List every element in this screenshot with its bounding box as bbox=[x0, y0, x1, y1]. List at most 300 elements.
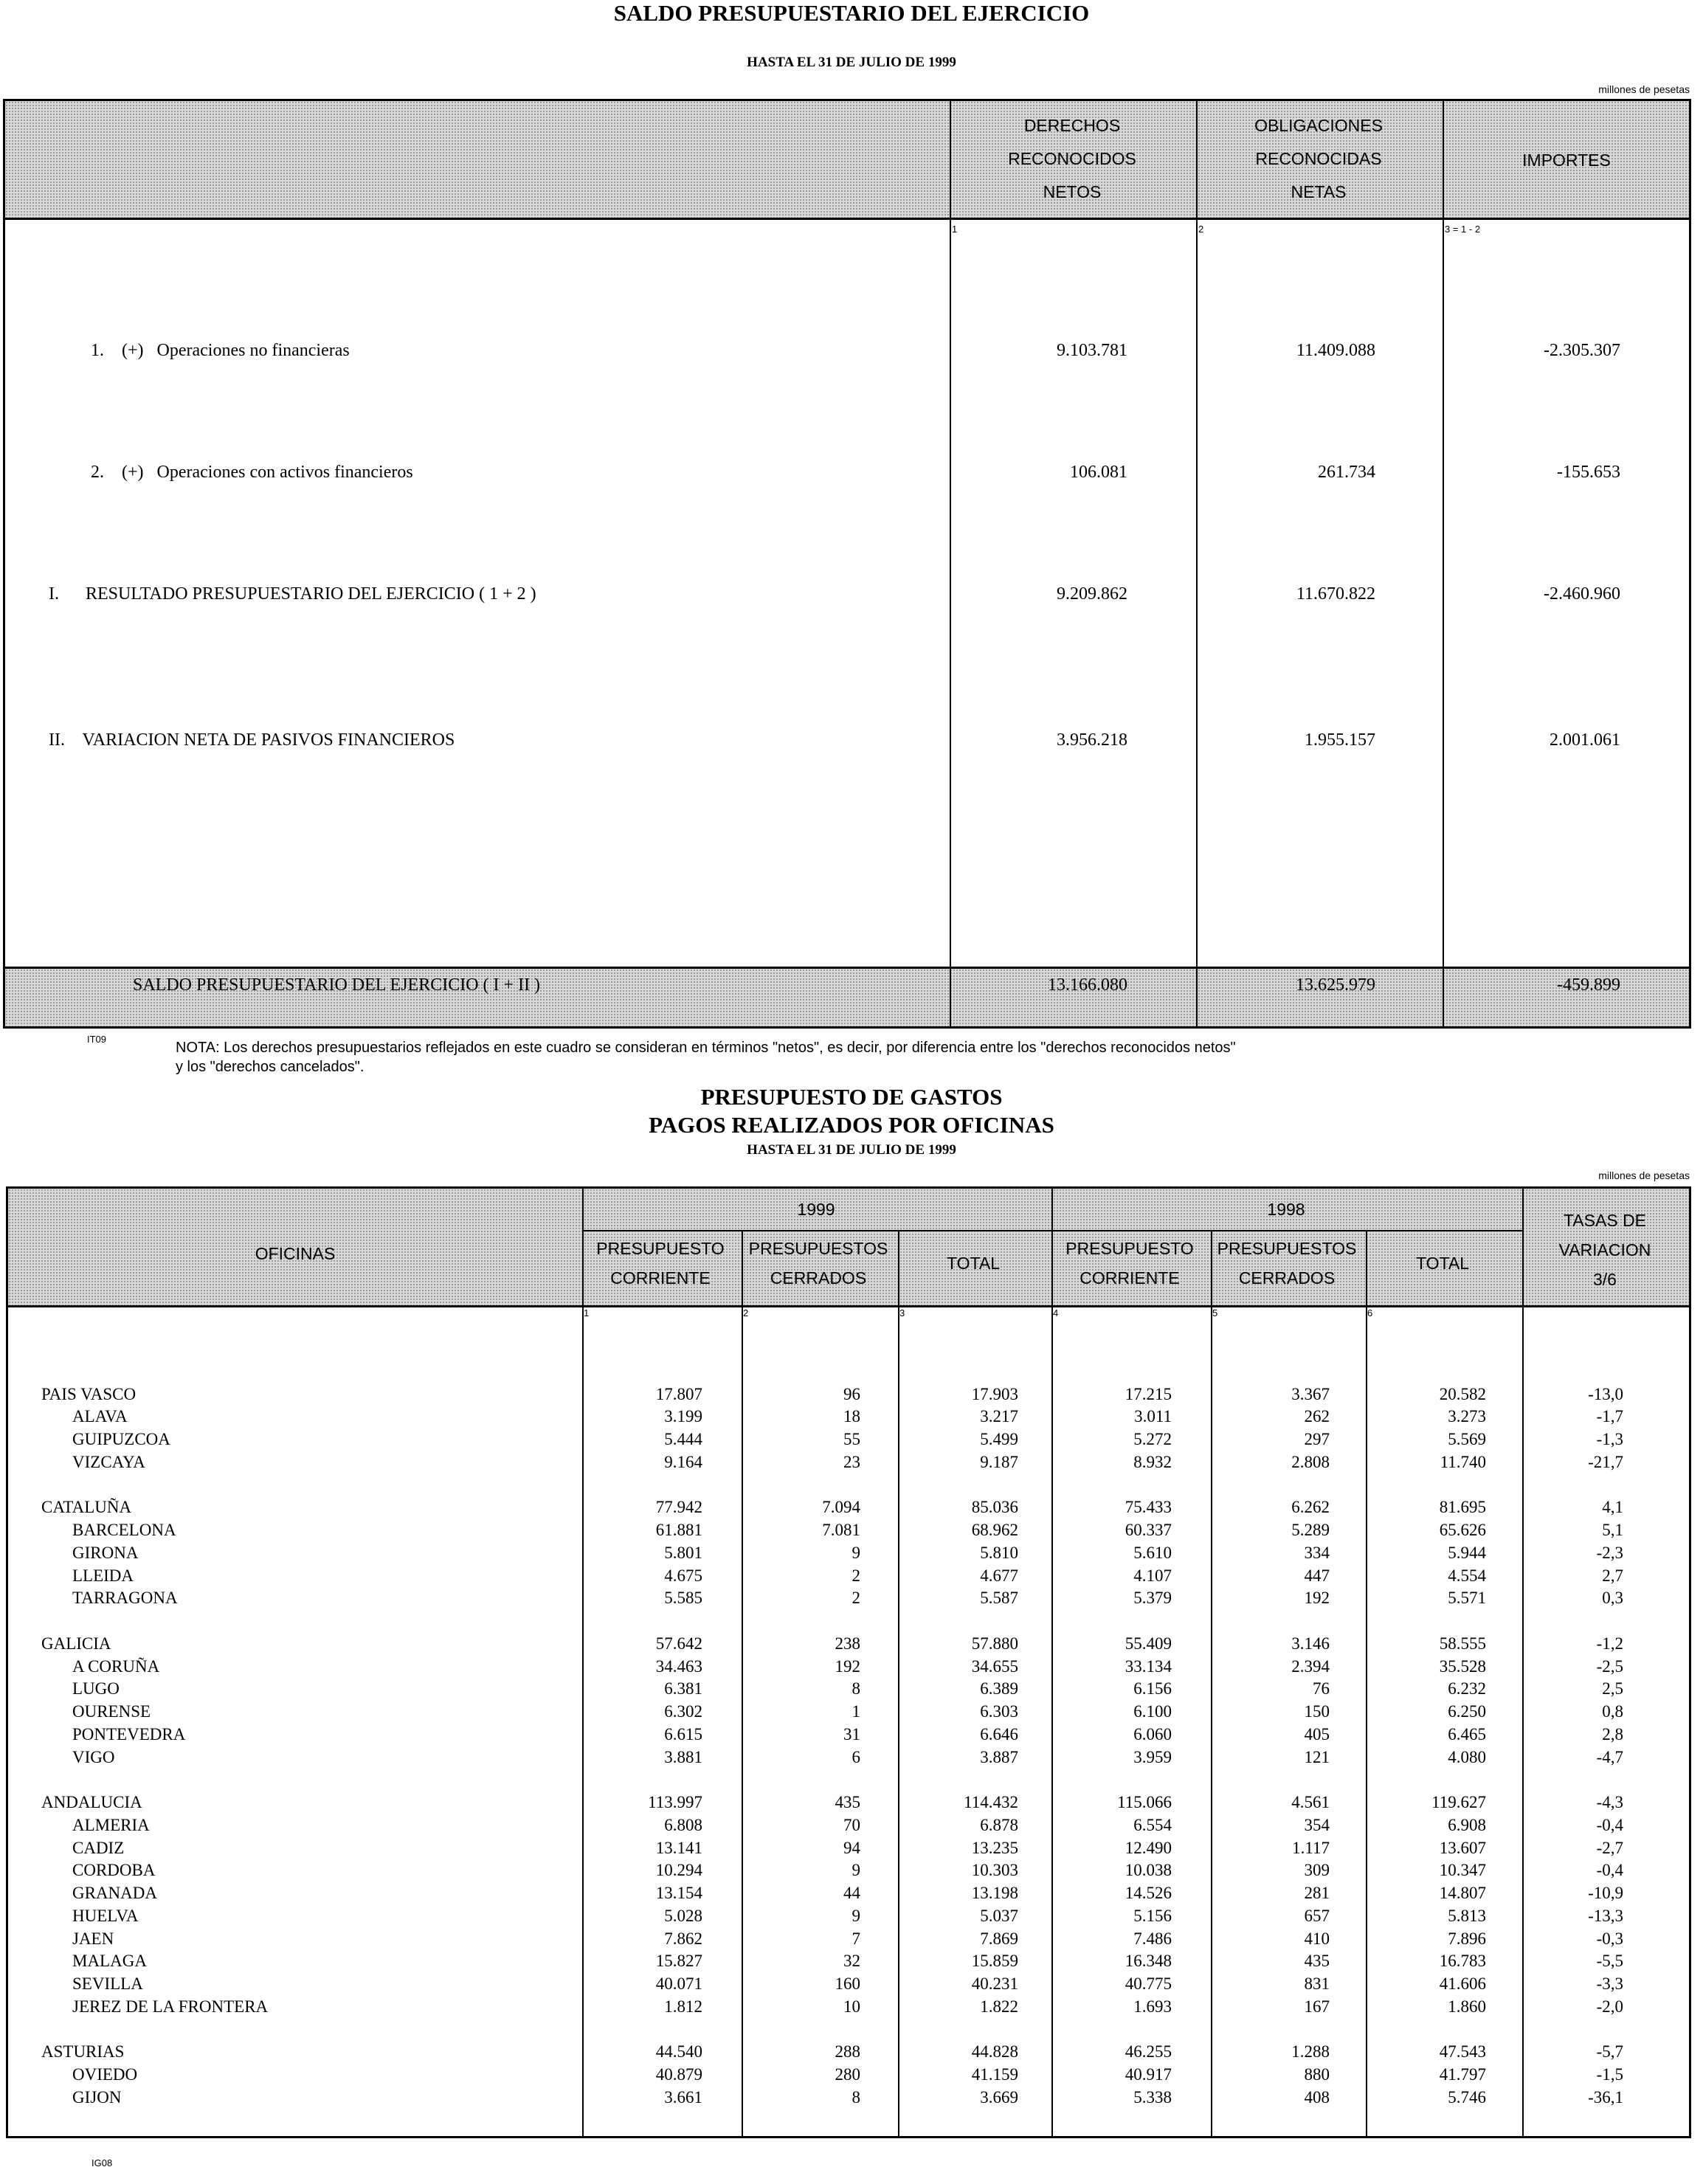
table-cell: 3.199 bbox=[664, 1407, 702, 1426]
table-cell: 13.607 bbox=[1439, 1838, 1486, 1857]
table-cell bbox=[1367, 1769, 1486, 1791]
bottom-units: millones de pesetas bbox=[1598, 1169, 1690, 1181]
table-cell: 31 bbox=[843, 1724, 860, 1744]
table-cell bbox=[899, 1361, 1018, 1383]
table-cell: 35.528 bbox=[1439, 1656, 1486, 1676]
table-cell bbox=[1052, 2019, 1172, 2042]
oficina-name: ALAVA bbox=[72, 1407, 128, 1426]
oficina-name: VIZCAYA bbox=[72, 1452, 145, 1471]
table-cell: 262 bbox=[1304, 1407, 1330, 1426]
table-cell: 831 bbox=[1304, 1974, 1330, 1993]
bottom-col-oficinas: OFICINAS bbox=[255, 1244, 336, 1263]
oficina-name: GIRONA bbox=[72, 1543, 139, 1562]
table-cell: 13.235 bbox=[971, 1838, 1018, 1857]
table-cell bbox=[1212, 1338, 1330, 1361]
table-cell: 5.444 bbox=[664, 1430, 702, 1448]
table-cell: 408 bbox=[1304, 2087, 1330, 2107]
oficina-name: LLEIDA bbox=[72, 1566, 134, 1585]
table-cell: 96 bbox=[843, 1384, 860, 1403]
oficina-name: A CORUÑA bbox=[72, 1656, 160, 1676]
table-cell: 167 bbox=[1304, 1997, 1330, 2016]
table-cell bbox=[583, 1338, 702, 1361]
table-cell: 13.198 bbox=[971, 1884, 1018, 1902]
bottom-colnum-2: 2 bbox=[743, 1307, 749, 1319]
oficina-name: GRANADA bbox=[72, 1884, 157, 1902]
bottom-year-1998: 1998 bbox=[1267, 1200, 1305, 1219]
table-cell: 115.066 bbox=[1117, 1793, 1172, 1811]
table-cell: 55.409 bbox=[1125, 1634, 1172, 1653]
region-name: ASTURIAS bbox=[41, 2042, 125, 2062]
table-cell: 6.302 bbox=[664, 1702, 702, 1721]
top-row-1-importes: -2.305.307 bbox=[1544, 341, 1620, 360]
table-cell: 2 bbox=[852, 1589, 860, 1608]
table-cell: 3.959 bbox=[1133, 1747, 1172, 1766]
table-cell bbox=[1523, 1769, 1623, 1791]
table-cell: 2.808 bbox=[1291, 1452, 1330, 1471]
top-row-2-importes: -155.653 bbox=[1557, 463, 1620, 482]
bottom-col-1998-corriente: PRESUPUESTO CORRIENTE bbox=[1065, 1239, 1194, 1288]
table-cell: 3.887 bbox=[980, 1747, 1018, 1766]
table-cell bbox=[1367, 1338, 1486, 1361]
table-cell bbox=[1367, 2019, 1486, 2042]
bottom-title-2: PAGOS REALIZADOS POR OFICINAS bbox=[649, 1112, 1054, 1138]
bottom-col-1998-cerrados: PRESUPUESTOS CERRADOS bbox=[1217, 1239, 1357, 1288]
table-cell: -1,7 bbox=[1596, 1407, 1623, 1426]
table-cell: 40.071 bbox=[655, 1974, 702, 1993]
table-cell: -4,7 bbox=[1596, 1747, 1623, 1766]
table-cell: 113.997 bbox=[648, 1793, 702, 1811]
table-cell: 5.289 bbox=[1291, 1521, 1330, 1539]
top-row-2-obligaciones: 261.734 bbox=[1318, 463, 1375, 482]
table-cell: -5,7 bbox=[1596, 2042, 1623, 2062]
col-1999-corriente bbox=[583, 1338, 702, 2109]
table-cell: 55 bbox=[843, 1430, 860, 1448]
table-cell bbox=[899, 1338, 1018, 1361]
table-cell: 3.011 bbox=[1134, 1407, 1172, 1426]
table-cell bbox=[899, 2019, 1018, 2042]
table-cell: 65.626 bbox=[1439, 1521, 1486, 1539]
table-cell: 23 bbox=[843, 1452, 860, 1471]
table-cell: -13,3 bbox=[1588, 1906, 1623, 1925]
table-cell bbox=[899, 1769, 1018, 1791]
table-cell bbox=[1523, 1474, 1623, 1497]
oficina-name: JEREZ DE LA FRONTERA bbox=[72, 1997, 269, 2016]
top-total-importes: -459.899 bbox=[1557, 975, 1620, 995]
table-cell: 4.554 bbox=[1448, 1566, 1486, 1585]
table-cell: -0,4 bbox=[1596, 1861, 1623, 1880]
top-row-1-label: 1. (+) Operaciones no financieras bbox=[91, 341, 350, 360]
table-cell: 14.807 bbox=[1439, 1884, 1486, 1902]
table-cell: 9.187 bbox=[980, 1452, 1018, 1471]
table-cell bbox=[742, 1610, 860, 1633]
table-cell: 0,3 bbox=[1602, 1589, 1623, 1608]
oficina-name: CADIZ bbox=[72, 1838, 125, 1857]
region-name: PAIS VASCO bbox=[41, 1384, 137, 1403]
table-cell: 6.156 bbox=[1133, 1679, 1172, 1699]
table-cell: -5,5 bbox=[1596, 1952, 1623, 1971]
table-cell: 880 bbox=[1304, 2065, 1330, 2084]
table-cell: 657 bbox=[1304, 1906, 1330, 1925]
table-cell: 6.262 bbox=[1291, 1498, 1330, 1517]
table-cell: 4.080 bbox=[1448, 1747, 1486, 1766]
table-cell: 288 bbox=[835, 2042, 860, 2062]
oficina-name: OVIEDO bbox=[72, 2065, 138, 2084]
table-cell: 17.903 bbox=[971, 1384, 1018, 1403]
table-cell: 297 bbox=[1304, 1430, 1330, 1448]
table-cell: 4.561 bbox=[1291, 1793, 1330, 1811]
table-cell: 18 bbox=[843, 1407, 860, 1426]
table-cell: 114.432 bbox=[964, 1793, 1018, 1811]
top-table bbox=[3, 99, 1691, 1029]
table-cell bbox=[1052, 1474, 1172, 1497]
table-cell: -2,5 bbox=[1596, 1656, 1623, 1676]
table-cell: -36,1 bbox=[1588, 2087, 1623, 2107]
table-cell: -1,2 bbox=[1596, 1634, 1623, 1653]
top-row-1-obligaciones: 11.409.088 bbox=[1296, 341, 1375, 360]
table-cell: 2,8 bbox=[1602, 1724, 1623, 1744]
table-cell: 5.810 bbox=[980, 1543, 1018, 1562]
table-cell: 9 bbox=[852, 1861, 860, 1880]
table-cell: 13.154 bbox=[655, 1884, 702, 1902]
table-cell bbox=[1212, 1361, 1330, 1383]
table-cell: 81.695 bbox=[1439, 1498, 1486, 1517]
oficina-name: MALAGA bbox=[72, 1952, 147, 1971]
bottom-title-1: PRESUPUESTO DE GASTOS bbox=[700, 1084, 1003, 1110]
spacer-row bbox=[41, 1769, 573, 1791]
top-row-3-importes: -2.460.960 bbox=[1544, 584, 1620, 604]
table-cell: 3.881 bbox=[664, 1747, 702, 1766]
table-cell: 1.288 bbox=[1291, 2042, 1330, 2062]
table-cell: 33.134 bbox=[1125, 1656, 1172, 1676]
spacer-row bbox=[41, 2019, 573, 2042]
table-cell: -2,7 bbox=[1596, 1838, 1623, 1857]
table-cell: 334 bbox=[1304, 1543, 1330, 1562]
table-cell bbox=[583, 2019, 702, 2042]
table-cell bbox=[1523, 1610, 1623, 1633]
table-cell: 354 bbox=[1304, 1815, 1330, 1834]
top-units: millones de pesetas bbox=[1598, 83, 1690, 95]
table-cell bbox=[1052, 1610, 1172, 1633]
table-cell: 17.215 bbox=[1125, 1384, 1172, 1403]
table-cell: 15.859 bbox=[971, 1952, 1018, 1971]
table-cell: 2,7 bbox=[1602, 1566, 1623, 1585]
bottom-colnum-3: 3 bbox=[899, 1307, 905, 1319]
table-cell: 6.389 bbox=[980, 1679, 1018, 1699]
table-cell: 405 bbox=[1304, 1724, 1330, 1744]
top-table-code: IT09 bbox=[87, 1034, 107, 1045]
table-cell: 5.813 bbox=[1448, 1906, 1486, 1925]
table-cell: 4,1 bbox=[1602, 1498, 1623, 1517]
oficina-name: JAEN bbox=[72, 1929, 114, 1948]
table-cell: 309 bbox=[1304, 1861, 1330, 1880]
table-cell: 40.917 bbox=[1125, 2065, 1172, 2084]
table-cell bbox=[1052, 1361, 1172, 1383]
table-cell: 61.881 bbox=[655, 1521, 702, 1539]
table-cell: 10 bbox=[843, 1997, 860, 2016]
region-name: CATALUÑA bbox=[41, 1498, 132, 1517]
oficina-name: VIGO bbox=[72, 1747, 115, 1766]
table-cell bbox=[1212, 1769, 1330, 1791]
table-cell: 6.908 bbox=[1448, 1815, 1486, 1834]
table-cell: 40.879 bbox=[655, 2065, 702, 2084]
table-cell: 160 bbox=[835, 1974, 860, 1993]
oficina-name: PONTEVEDRA bbox=[72, 1724, 186, 1744]
table-cell: 6.554 bbox=[1133, 1815, 1172, 1834]
table-cell: 9 bbox=[852, 1906, 860, 1925]
table-cell: 20.582 bbox=[1439, 1384, 1486, 1403]
table-cell: 47.543 bbox=[1439, 2042, 1486, 2062]
table-cell: 7.862 bbox=[664, 1929, 702, 1948]
table-cell: 5.037 bbox=[980, 1906, 1018, 1925]
table-cell: 60.337 bbox=[1125, 1521, 1172, 1539]
table-cell: 15.827 bbox=[655, 1952, 702, 1971]
bottom-colnum-6: 6 bbox=[1367, 1307, 1373, 1319]
top-row-3-obligaciones: 11.670.822 bbox=[1296, 584, 1375, 604]
bottom-table-code: IG08 bbox=[91, 2157, 113, 2169]
region-name: ANDALUCIA bbox=[41, 1793, 142, 1811]
top-col-obligaciones: OBLIGACIONES RECONOCIDAS NETAS bbox=[1254, 116, 1383, 201]
oficina-name: LUGO bbox=[72, 1679, 120, 1699]
table-cell: 0,8 bbox=[1602, 1702, 1623, 1721]
oficina-name: HUELVA bbox=[72, 1906, 139, 1925]
top-row-4-derechos: 3.956.218 bbox=[1057, 730, 1127, 750]
table-cell: 17.807 bbox=[655, 1384, 702, 1403]
top-row-4-label: II. VARIACION NETA DE PASIVOS FINANCIEROS bbox=[49, 730, 455, 750]
table-cell: -0,3 bbox=[1596, 1929, 1623, 1948]
bottom-colnum-5: 5 bbox=[1212, 1307, 1218, 1319]
top-title: SALDO PRESUPUESTARIO DEL EJERCICIO bbox=[613, 0, 1090, 26]
table-cell: 7.094 bbox=[822, 1498, 860, 1517]
col-1998-total bbox=[1367, 1338, 1486, 2109]
table-cell: 76 bbox=[1313, 1679, 1330, 1699]
table-cell: 7.486 bbox=[1133, 1929, 1172, 1948]
table-cell bbox=[1212, 1474, 1330, 1497]
table-cell: 4.675 bbox=[664, 1566, 702, 1585]
top-total-label: SALDO PRESUPUESTARIO DEL EJERCICIO ( I + II ) bbox=[133, 975, 541, 995]
table-cell: 3.146 bbox=[1291, 1634, 1330, 1653]
table-cell: 281 bbox=[1304, 1884, 1330, 1902]
table-cell bbox=[1523, 1338, 1623, 1361]
table-cell: 1.860 bbox=[1448, 1997, 1486, 2016]
table-cell bbox=[1367, 1610, 1486, 1633]
bottom-colnum-1: 1 bbox=[584, 1307, 590, 1319]
table-cell: -1,3 bbox=[1596, 1430, 1623, 1448]
table-cell bbox=[1523, 1361, 1623, 1383]
table-cell: 12.490 bbox=[1125, 1838, 1172, 1857]
table-cell: 7.896 bbox=[1448, 1929, 1486, 1948]
table-cell: 6.232 bbox=[1448, 1679, 1486, 1699]
table-cell: -1,5 bbox=[1596, 2065, 1623, 2084]
top-colnum-1: 1 bbox=[952, 224, 958, 235]
table-cell: 3.669 bbox=[980, 2087, 1018, 2107]
table-cell: -2,0 bbox=[1596, 1997, 1623, 2016]
table-cell: 10.294 bbox=[655, 1861, 702, 1880]
table-cell: 5.156 bbox=[1133, 1906, 1172, 1925]
table-cell: 150 bbox=[1304, 1702, 1330, 1721]
table-cell: -13,0 bbox=[1588, 1384, 1623, 1403]
table-cell: 16.348 bbox=[1125, 1952, 1172, 1971]
table-cell: 5.746 bbox=[1448, 2087, 1486, 2107]
table-cell: 5.569 bbox=[1448, 1430, 1486, 1448]
top-col-derechos: DERECHOS RECONOCIDOS NETOS bbox=[1008, 116, 1136, 201]
col-1999-total bbox=[899, 1338, 1018, 2109]
top-row-1-derechos: 9.103.781 bbox=[1057, 341, 1127, 360]
table-cell: 1.693 bbox=[1133, 1997, 1172, 2016]
bottom-col-1998-total: TOTAL bbox=[1416, 1254, 1469, 1273]
table-cell: 5.944 bbox=[1448, 1543, 1486, 1562]
table-cell: 5.338 bbox=[1133, 2087, 1172, 2107]
top-total-obligaciones: 13.625.979 bbox=[1296, 975, 1375, 995]
table-cell: 13.141 bbox=[655, 1838, 702, 1857]
table-cell: 41.159 bbox=[971, 2065, 1018, 2084]
table-cell: 46.255 bbox=[1125, 2042, 1172, 2062]
table-cell: 6 bbox=[852, 1747, 860, 1766]
top-row-2-derechos: 106.081 bbox=[1070, 463, 1127, 482]
table-cell: 68.962 bbox=[971, 1521, 1018, 1539]
table-cell: 40.775 bbox=[1125, 1974, 1172, 1993]
table-cell: 75.433 bbox=[1125, 1498, 1172, 1517]
table-cell: 5.571 bbox=[1448, 1589, 1486, 1608]
table-cell: 5.587 bbox=[980, 1589, 1018, 1608]
table-cell: 8.932 bbox=[1133, 1452, 1172, 1471]
table-cell: 5.272 bbox=[1133, 1430, 1172, 1448]
top-col-importes: IMPORTES bbox=[1522, 151, 1611, 170]
table-cell: 6.250 bbox=[1448, 1702, 1486, 1721]
table-cell: 41.797 bbox=[1439, 2065, 1486, 2084]
oficina-name: BARCELONA bbox=[72, 1521, 176, 1539]
spacer-row bbox=[41, 1610, 573, 1633]
table-cell bbox=[742, 1769, 860, 1791]
table-cell: 5.585 bbox=[664, 1589, 702, 1608]
bottom-col-1999-corriente: PRESUPUESTO CORRIENTE bbox=[596, 1239, 725, 1288]
table-cell: 410 bbox=[1304, 1929, 1330, 1948]
table-cell: 44.540 bbox=[655, 2042, 702, 2062]
bottom-col-1999-cerrados: PRESUPUESTOS CERRADOS bbox=[748, 1239, 888, 1288]
table-cell: 34.655 bbox=[971, 1656, 1018, 1676]
table-cell bbox=[742, 2019, 860, 2042]
table-cell: 2,5 bbox=[1602, 1679, 1623, 1699]
table-cell: 5,1 bbox=[1602, 1521, 1623, 1539]
table-cell bbox=[1052, 1769, 1172, 1791]
top-note: NOTA: Los derechos presupuestarios reflejados en este cuadro se consideran en términos "netos", es decir, por diferencia entre los "derechos reconocidos netos" y los "derechos cancelados". bbox=[176, 1040, 1236, 1075]
table-cell: -2,3 bbox=[1596, 1543, 1623, 1562]
top-total-derechos: 13.166.080 bbox=[1048, 975, 1127, 995]
top-row-4-obligaciones: 1.955.157 bbox=[1305, 730, 1375, 750]
table-cell bbox=[583, 1610, 702, 1633]
table-cell: 32 bbox=[843, 1952, 860, 1971]
bottom-col-tasas: TASAS DE VARIACION 3/6 bbox=[1558, 1211, 1651, 1289]
col-1998-corriente bbox=[1052, 1338, 1172, 2109]
table-cell: 6.808 bbox=[664, 1815, 702, 1834]
col-1998-cerrados bbox=[1212, 1338, 1330, 2109]
table-cell: 57.642 bbox=[655, 1634, 702, 1653]
top-row-3-derechos: 9.209.862 bbox=[1057, 584, 1127, 604]
bottom-subtitle: HASTA EL 31 DE JULIO DE 1999 bbox=[747, 1142, 956, 1158]
table-cell: 119.627 bbox=[1431, 1793, 1486, 1811]
table-cell: 77.942 bbox=[655, 1498, 702, 1517]
table-cell: 9.164 bbox=[664, 1452, 702, 1471]
top-row-3-label: I. RESULTADO PRESUPUESTARIO DEL EJERCICIO ( 1 + 2 ) bbox=[49, 584, 536, 604]
table-cell: 6.615 bbox=[664, 1724, 702, 1744]
table-cell bbox=[583, 1361, 702, 1383]
table-cell: 85.036 bbox=[971, 1498, 1018, 1517]
table-cell: 44 bbox=[843, 1884, 860, 1902]
table-cell: 44.828 bbox=[971, 2042, 1018, 2062]
top-colnum-3: 3 = 1 - 2 bbox=[1445, 224, 1481, 235]
table-cell: -21,7 bbox=[1588, 1452, 1623, 1471]
table-cell: -10,9 bbox=[1588, 1884, 1623, 1902]
table-cell: 5.499 bbox=[980, 1430, 1018, 1448]
spacer-row bbox=[41, 1338, 573, 1361]
table-cell: 192 bbox=[835, 1656, 860, 1676]
table-cell: 4.677 bbox=[980, 1566, 1018, 1585]
region-name: GALICIA bbox=[41, 1634, 111, 1653]
table-cell bbox=[899, 1610, 1018, 1633]
oficinas-column bbox=[41, 1338, 573, 2109]
table-cell bbox=[899, 1474, 1018, 1497]
table-cell: 94 bbox=[843, 1838, 860, 1857]
top-row-2-label: 2. (+) Operaciones con activos financieros bbox=[91, 463, 413, 482]
top-subtitle: HASTA EL 31 DE JULIO DE 1999 bbox=[747, 55, 956, 70]
table-cell: 6.878 bbox=[980, 1815, 1018, 1834]
table-cell: 435 bbox=[835, 1793, 860, 1811]
bottom-colnum-4: 4 bbox=[1053, 1307, 1059, 1319]
table-cell: 14.526 bbox=[1125, 1884, 1172, 1902]
table-cell bbox=[1367, 1361, 1486, 1383]
col-tasas-variacion bbox=[1523, 1338, 1623, 2109]
table-cell: 7.869 bbox=[980, 1929, 1018, 1948]
table-cell bbox=[742, 1474, 860, 1497]
table-cell bbox=[583, 1769, 702, 1791]
table-cell: 34.463 bbox=[655, 1656, 702, 1676]
table-cell: 435 bbox=[1304, 1952, 1330, 1971]
table-cell: 8 bbox=[852, 2087, 860, 2107]
table-cell: 57.880 bbox=[971, 1634, 1018, 1653]
table-cell: 41.606 bbox=[1439, 1974, 1486, 1993]
table-cell: 11.740 bbox=[1440, 1452, 1486, 1471]
table-cell bbox=[742, 1361, 860, 1383]
table-cell: 6.465 bbox=[1448, 1724, 1486, 1744]
table-cell: 58.555 bbox=[1439, 1634, 1486, 1653]
table-cell: -4,3 bbox=[1596, 1793, 1623, 1811]
table-cell: 3.273 bbox=[1448, 1407, 1486, 1426]
table-cell: 10.303 bbox=[971, 1861, 1018, 1880]
table-cell bbox=[1367, 1474, 1486, 1497]
oficina-name: GUIPUZCOA bbox=[72, 1430, 170, 1448]
spacer-row bbox=[41, 1361, 573, 1383]
table-cell: 447 bbox=[1304, 1566, 1330, 1585]
table-cell: 9 bbox=[852, 1543, 860, 1562]
table-cell: 5.610 bbox=[1133, 1543, 1172, 1562]
table-cell: 5.801 bbox=[664, 1543, 702, 1562]
oficina-name: SEVILLA bbox=[72, 1974, 143, 1993]
table-cell: 4.107 bbox=[1133, 1566, 1172, 1585]
table-cell: 121 bbox=[1304, 1747, 1330, 1766]
table-cell: 1.117 bbox=[1292, 1838, 1330, 1857]
table-cell: 16.783 bbox=[1439, 1952, 1486, 1971]
table-cell: 7.081 bbox=[822, 1521, 860, 1539]
oficina-name: GIJON bbox=[72, 2087, 122, 2107]
table-cell: 10.347 bbox=[1439, 1861, 1486, 1880]
table-cell: 3.217 bbox=[980, 1407, 1018, 1426]
table-cell: 6.060 bbox=[1133, 1724, 1172, 1744]
table-cell: 238 bbox=[835, 1634, 860, 1653]
table-cell: 5.028 bbox=[664, 1906, 702, 1925]
col-1999-cerrados bbox=[742, 1338, 860, 2109]
oficina-name: OURENSE bbox=[72, 1702, 151, 1721]
table-cell bbox=[1052, 1338, 1172, 1361]
table-cell: 1.812 bbox=[664, 1997, 702, 2016]
